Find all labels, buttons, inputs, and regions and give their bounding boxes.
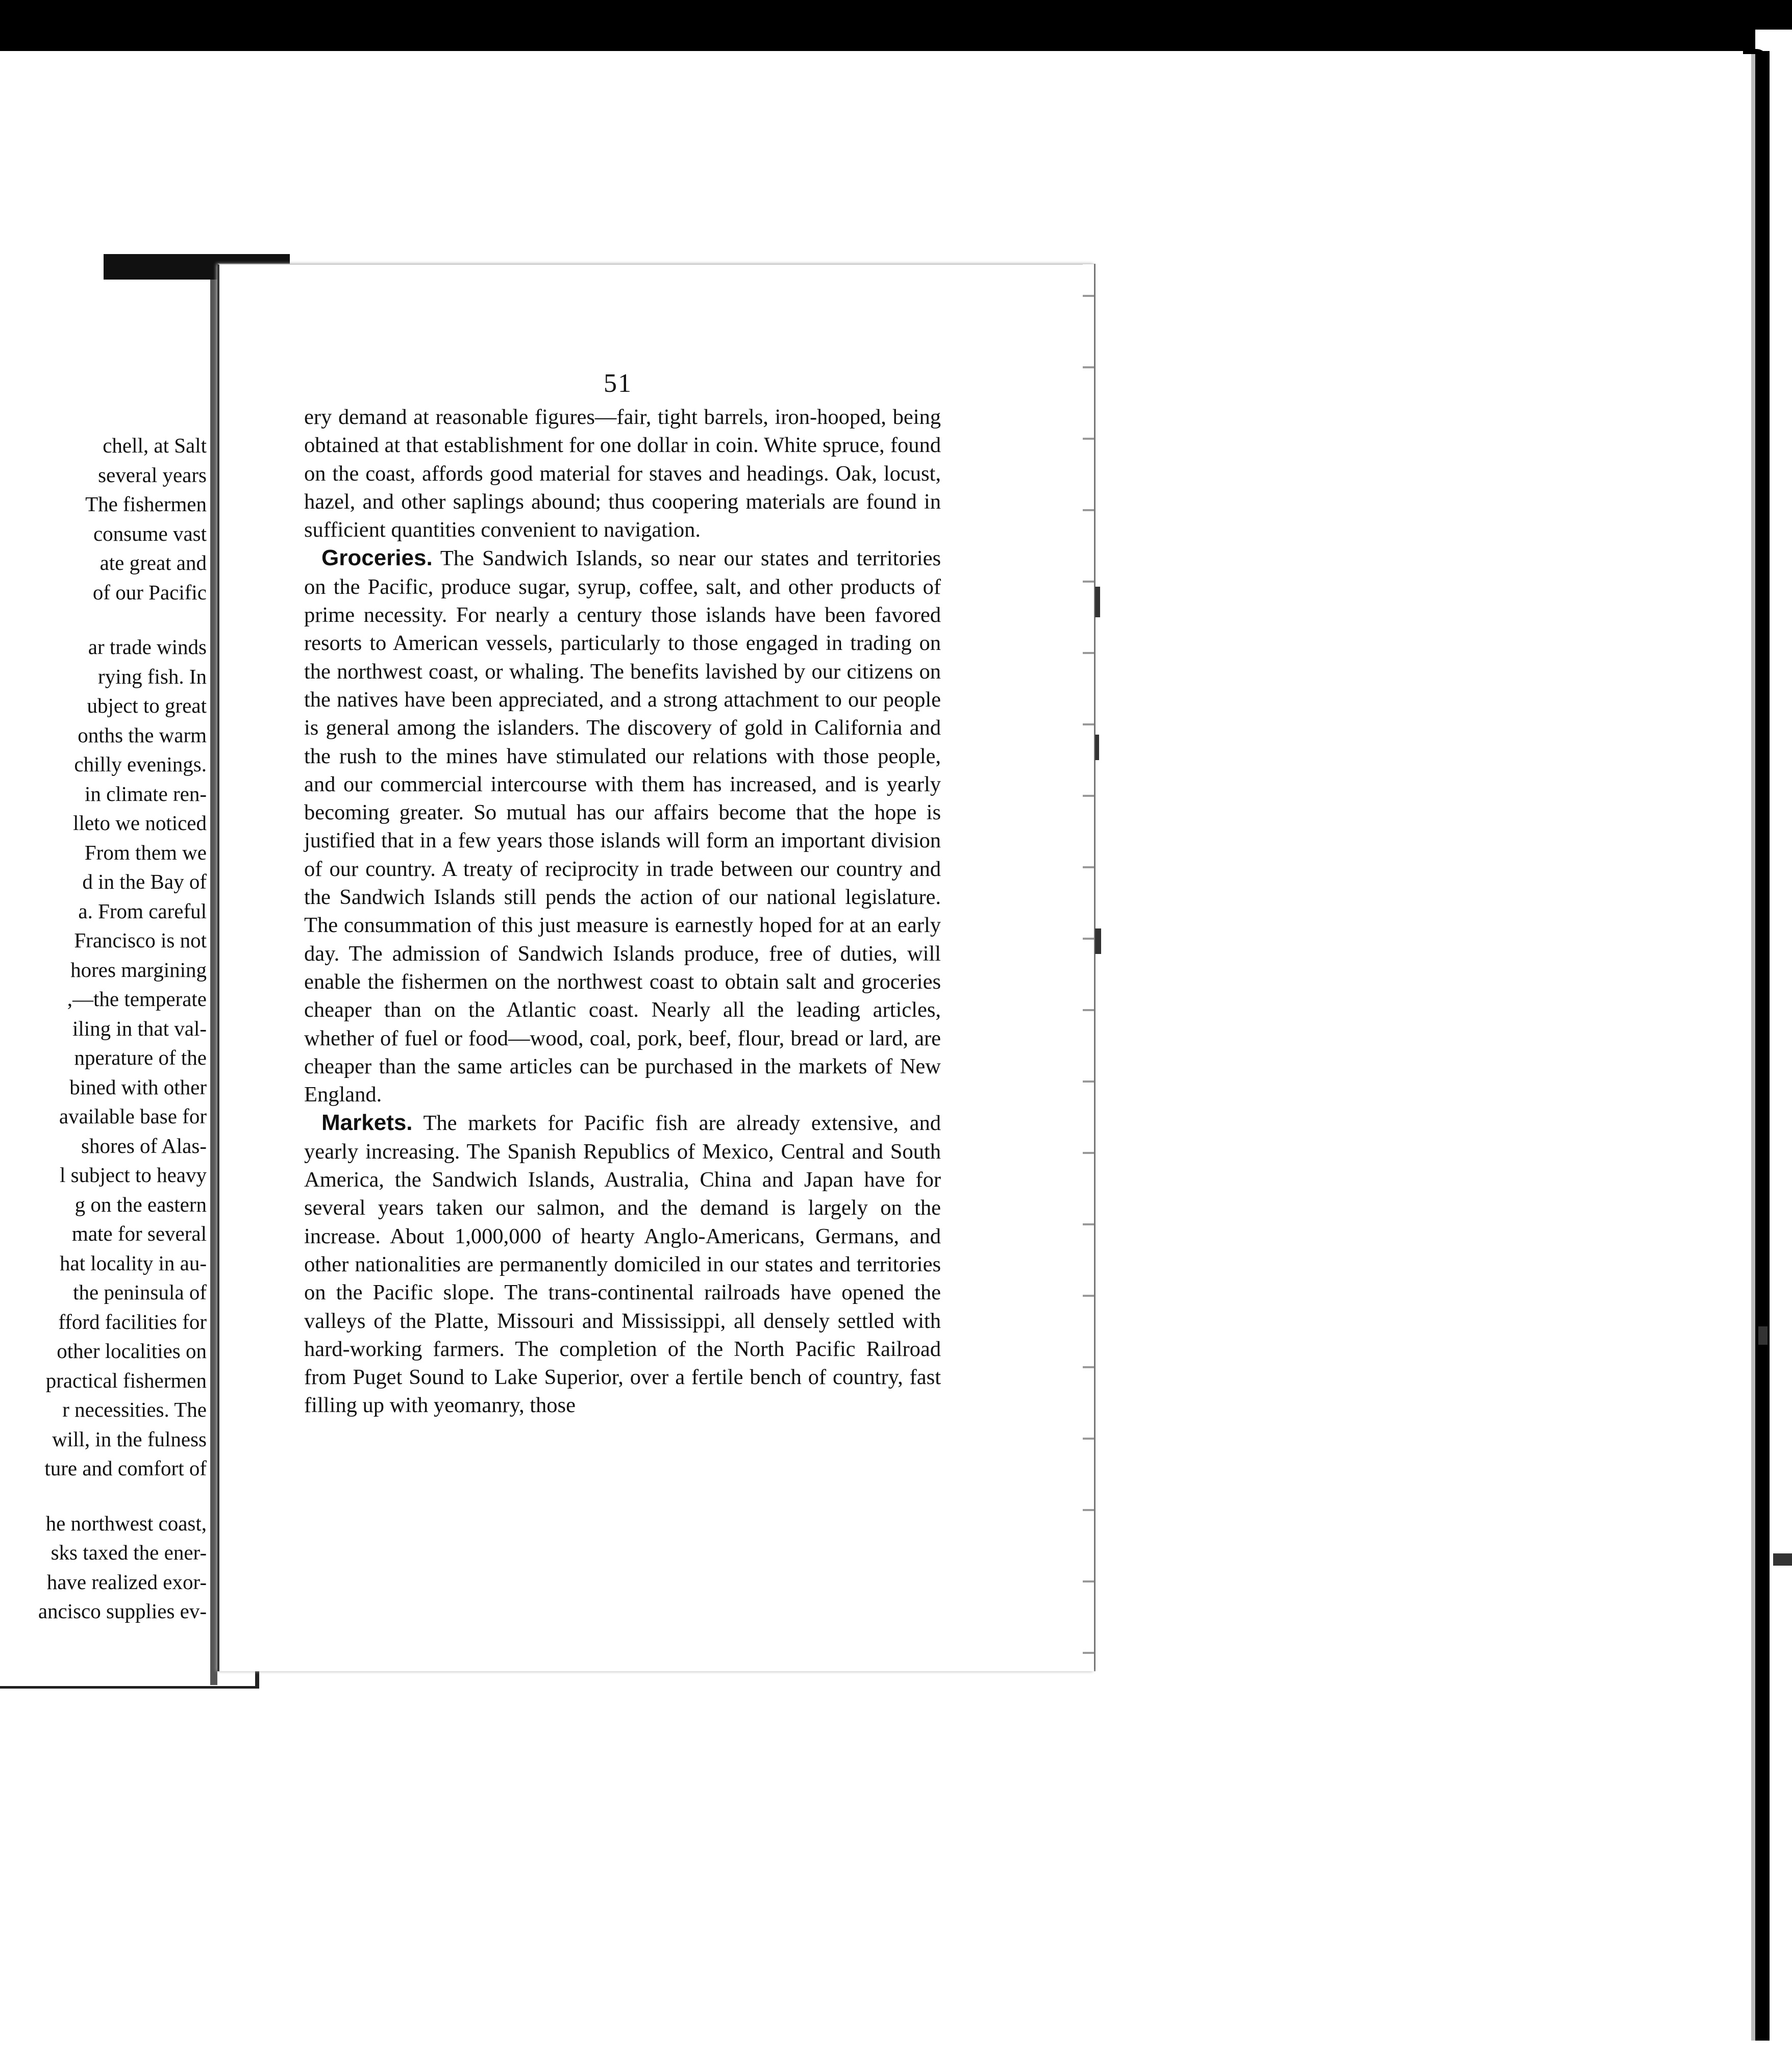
previous-page-line: ate great and [99,551,207,574]
previous-page-line: nperature of the [74,1046,207,1069]
previous-page-line: Francisco is not [74,928,207,952]
scanner-frame-right [1755,51,1770,2041]
previous-page-line: have realized exor- [46,1570,207,1594]
margin-speck [1773,1553,1792,1566]
previous-page-line: g on the eastern [74,1192,207,1216]
previous-page-line: From them we [84,840,207,864]
previous-page-line: lleto we noticed [73,811,207,835]
previous-page-line: practical fishermen [45,1368,207,1392]
paragraph-gap [0,1484,207,1509]
previous-page-line: hat locality in au- [59,1251,207,1275]
paragraph-markets [304,1109,941,1419]
previous-page-line: chell, at Salt [103,434,207,457]
previous-page-line: bined with other [69,1075,207,1099]
scanner-frame-top [0,0,1792,30]
page-edge [1083,264,1096,1670]
previous-page-line: ancisco supplies ev- [38,1599,207,1623]
previous-page-line: rying fish. In [98,664,207,688]
scanner-frame-right-inner [1751,51,1755,2041]
previous-page-line: available base for [59,1104,207,1128]
previous-page-line: in climate ren- [84,782,207,806]
previous-page-line: ,—the temperate [67,987,207,1011]
previous-page-line: a. From careful [78,899,207,923]
previous-page-line: d in the Bay of [82,870,207,893]
margin-speck [1095,928,1101,954]
previous-page-line: mate for several [71,1222,207,1245]
previous-page-line: ture and comfort of [44,1456,207,1480]
previous-page-line: chilly evenings. [74,752,207,776]
previous-page-line: The fishermen [85,492,207,516]
margin-speck [1095,587,1100,617]
previous-page-line: several years [98,463,207,487]
margin-speck [1095,735,1099,760]
previous-page-line: hores margining [70,958,207,982]
previous-page-line: sks taxed the ener- [51,1541,207,1564]
previous-page-line: ubject to great [87,694,207,717]
previous-page-line: shores of Alas- [81,1134,207,1158]
book-spine [210,280,217,1685]
previous-page-line: the peninsula of [73,1280,207,1304]
scanner-frame-corner [1743,49,1769,74]
previous-page-line: consume vast [93,521,207,545]
page-number: 51 [604,369,632,398]
section-heading-groceries: Groceries. [321,545,433,571]
previous-page-line: he northwest coast, [45,1511,207,1535]
margin-speck [1758,1326,1768,1345]
markets-text: The markets for Pacific fish are already extensive, and yearly increasing. The Spanish Republics of Mexico, Central and South America, the Sandwich Islands, Australia, China and Japan have for several years taken our salmon, and the demand is largely on the increase. About 1,000,000 of hearty Anglo-Americans, Germans, and other nationalities are permanently domiciled in our states and territories on the Pacific slope. The trans-continental railroads have opened the valleys of the Platte, Missouri and Mississippi, all densely settled with hard-working farmers. The completion of the North Pacific Railroad from Puget Sound to Lake Superior, over a fertile bench of country, fast filling up with yeomanry, those [304,1111,941,1418]
previous-page-text [0,431,207,1626]
previous-page-line: of our Pacific [92,580,207,604]
previous-page-line: r necessities. The [62,1398,207,1421]
paragraph-groceries [304,544,941,1109]
page-body-text [304,403,941,1420]
previous-page-line: iling in that val- [72,1016,207,1040]
scanner-frame-band [0,30,1755,51]
previous-page-line: l subject to heavy [59,1163,207,1187]
previous-page-line: will, in the fulness [52,1427,207,1451]
section-heading-markets: Markets. [321,1110,413,1136]
groceries-text: The Sandwich Islands, so near our states and territories on the Pacific, produce sugar, syrup, coffee, salt, and other products of prime necessity. For nearly a century those islands have been favored resorts to American vessels, particularly to those engaged in trading on the northwest coast, or whaling. The benefits lavished by our citizens on the natives have been appreciated, and a strong attachment to our people is general among the islanders. The discovery of gold in California and the rush to the mines have stimulated our relations with those people, and our commercial intercourse with them has increased, and is yearly becoming greater. So mutual has our affairs become that the hope is justified that in a few years those islands will form an important division of our country. A treaty of reciprocity in trade between our country and the Sandwich Islands still pends the action of our national legislature. The consummation of this just measure is earnestly hoped for at an early day. The admission of Sandwich Islands produce, free of duties, will enable the fishermen on the northwest coast to obtain salt and groceries cheaper than on the Atlantic coast. Nearly all the leading articles, whether of fuel or food—wood, coal, pork, beef, flour, bread or lard, are cheaper than the same articles can be purchased in the markets of New England. [304,546,941,1107]
paragraph-gap [0,607,207,633]
previous-page-line: onths the warm [78,723,207,747]
paragraph-intro: ery demand at reasonable figures—fair, tight barrels, iron-hooped, being obtained at that establishment for one dollar in coin. White spruce, found on the coast, affords good material for staves and headings. Oak, locust, hazel, and other saplings abound; thus coopering materials are found in sufficient quantities convenient to navigation. [304,405,941,542]
previous-page-line: other localities on [57,1339,207,1363]
previous-page-line: fford facilities for [58,1310,207,1334]
previous-page-line: ar trade winds [88,635,207,659]
